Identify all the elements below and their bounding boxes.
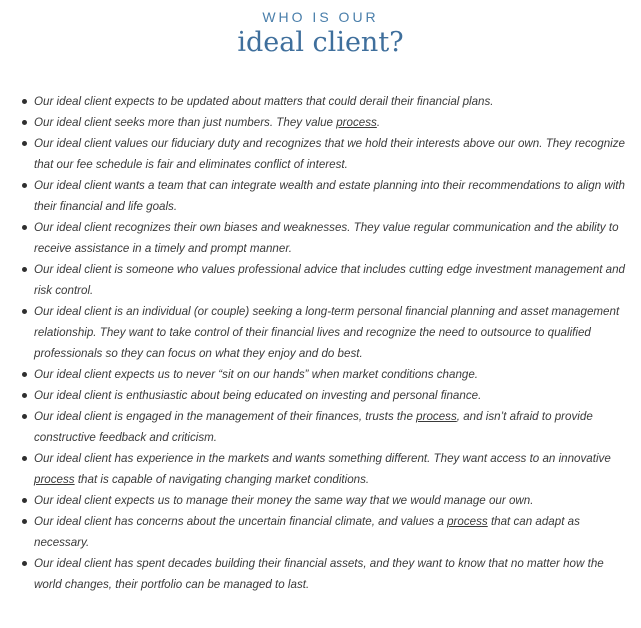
bullet-icon bbox=[22, 141, 27, 146]
list-item bbox=[0, 385, 641, 406]
list-item bbox=[0, 511, 641, 553]
list-item-text: Our ideal client has concerns about the uncertain financial climate, and values a bbox=[34, 515, 448, 528]
list-item-text: Our ideal client seeks more than just numbers. They value bbox=[34, 116, 337, 129]
bullet-icon bbox=[22, 414, 27, 419]
bullet-icon bbox=[22, 267, 27, 272]
list-item-text: Our ideal client has experience in the markets and wants something different. They want access to an innovative bbox=[34, 452, 611, 465]
list-item-text: Our ideal client is engaged in the management of their finances, trusts the bbox=[34, 410, 417, 423]
list-item-text: Our ideal client has spent decades building their financial assets, and they want to know that no matter how the world changes, their portfolio can be managed to last. bbox=[34, 557, 604, 591]
list-item bbox=[0, 133, 641, 175]
bullet-icon bbox=[22, 225, 27, 230]
list-item-text: Our ideal client values our fiduciary duty and recognizes that we hold their interests above our own. They recognize that our fee schedule is fair and eliminates conflict of interest. bbox=[34, 137, 625, 171]
bullet-icon bbox=[22, 456, 27, 461]
bullet-icon bbox=[22, 372, 27, 377]
list-item bbox=[0, 448, 641, 490]
list-item bbox=[0, 301, 641, 364]
list-item bbox=[0, 112, 641, 133]
list-item-text: Our ideal client expects us to manage their money the same way that we would manage our own. bbox=[34, 494, 534, 507]
list-item-text: Our ideal client is someone who values professional advice that includes cutting edge investment management and risk control. bbox=[34, 263, 625, 297]
page-header bbox=[0, 8, 641, 60]
process-link[interactable]: process bbox=[34, 473, 75, 486]
list-item-text: Our ideal client is enthusiastic about being educated on investing and personal finance. bbox=[34, 389, 482, 402]
bullet-icon bbox=[22, 309, 27, 314]
list-item-text: Our ideal client expects to be updated about matters that could derail their financial plans. bbox=[34, 95, 494, 108]
list-item bbox=[0, 217, 641, 259]
process-link[interactable]: process bbox=[416, 410, 457, 423]
list-item bbox=[0, 259, 641, 301]
list-item-text: that is capable of navigating changing market conditions. bbox=[74, 473, 370, 486]
bullet-icon bbox=[22, 183, 27, 188]
bullet-icon bbox=[22, 561, 27, 566]
list-item bbox=[0, 490, 641, 511]
list-item bbox=[0, 91, 641, 112]
bullet-icon bbox=[22, 120, 27, 125]
bullet-icon bbox=[22, 519, 27, 524]
bullet-icon bbox=[22, 393, 27, 398]
ideal-client-list bbox=[0, 91, 641, 595]
list-item-text: Our ideal client recognizes their own biases and weaknesses. They value regular communication and the ability to receive assistance in a timely and prompt manner. bbox=[34, 221, 619, 255]
process-link[interactable]: process bbox=[336, 116, 377, 129]
list-item-text: Our ideal client wants a team that can integrate wealth and estate planning into their recommendations to align with their financial and life goals. bbox=[34, 179, 625, 213]
list-item bbox=[0, 406, 641, 448]
process-link[interactable]: process bbox=[447, 515, 488, 528]
list-item bbox=[0, 553, 641, 595]
list-item-text: Our ideal client is an individual (or couple) seeking a long-term personal financial planning and asset management relationship. They want to take control of their financial lives and recognize the need to outsource to qualified professionals so they can focus on what they enjoy and do best. bbox=[34, 305, 620, 360]
list-item-text: that can adapt as necessary. bbox=[34, 515, 580, 549]
list-item-text: , and isn’t afraid to provide constructive feedback and criticism. bbox=[34, 410, 593, 444]
list-item-text: Our ideal client expects us to never “sit on our hands” when market conditions change. bbox=[34, 368, 479, 381]
bullet-icon bbox=[22, 99, 27, 104]
list-item bbox=[0, 175, 641, 217]
header-eyebrow: WHO IS OUR bbox=[262, 9, 379, 25]
page-title: ideal client? bbox=[237, 27, 404, 58]
list-item-text: . bbox=[376, 116, 381, 129]
list-item bbox=[0, 364, 641, 385]
bullet-icon bbox=[22, 498, 27, 503]
